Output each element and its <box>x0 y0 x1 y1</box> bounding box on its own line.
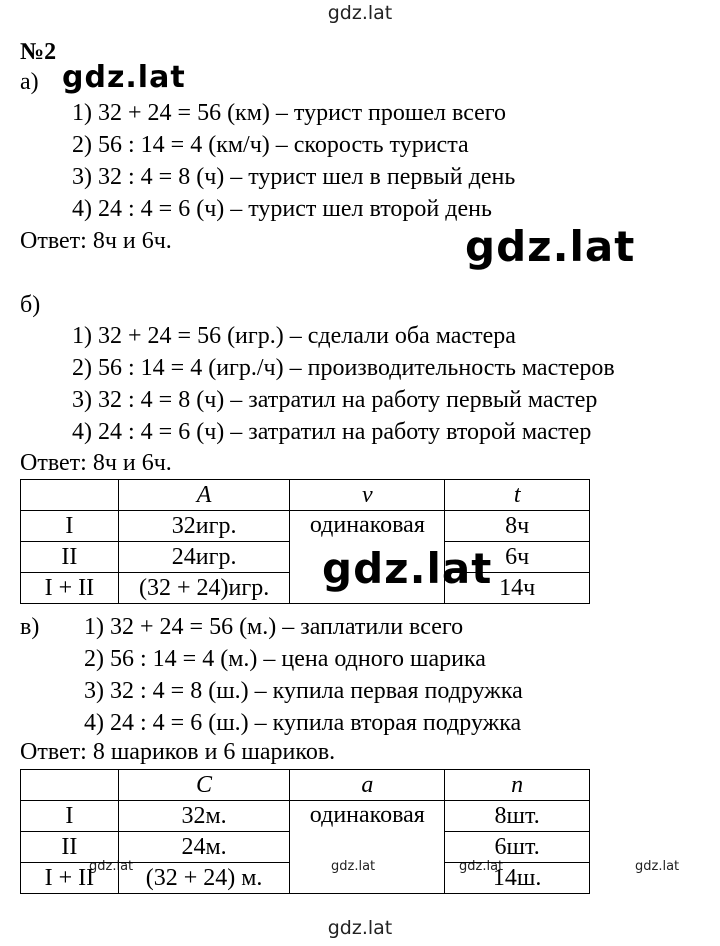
row-label: I + II <box>21 863 119 894</box>
table-cell: 6шт. <box>445 832 590 863</box>
header-cell: a <box>290 770 445 801</box>
part-a-line-2: 2) 56 : 14 = 4 (км/ч) – скорость туриста <box>72 132 469 158</box>
part-a-line-3: 3) 32 : 4 = 8 (ч) – турист шел в первый день <box>72 164 516 190</box>
header-cell <box>21 770 119 801</box>
part-a-label: а) <box>20 69 39 95</box>
part-b-label: б) <box>20 292 41 318</box>
header-cell: n <box>445 770 590 801</box>
row-label: I <box>21 511 119 542</box>
watermark-top: gdz.lat <box>327 2 393 24</box>
table-cell: (32 + 24) м. <box>118 863 290 894</box>
header-cell <box>21 480 119 511</box>
merged-cell: одинаковая <box>290 511 445 604</box>
part-a-line-4: 4) 24 : 4 = 6 (ч) – турист шел второй день <box>72 196 492 222</box>
table-cell: 32м. <box>118 801 290 832</box>
row-label: I + II <box>21 573 119 604</box>
header-cell: C <box>118 770 290 801</box>
table-row <box>21 511 590 542</box>
header-cell: t <box>445 480 590 511</box>
table-cell: 32игр. <box>118 511 290 542</box>
merged-cell: одинаковая <box>290 801 445 894</box>
watermark-large-a: gdz.lat <box>465 222 636 271</box>
watermark-bottom: gdz.lat <box>327 917 393 939</box>
table-header-row <box>21 770 590 801</box>
row-label: II <box>21 832 119 863</box>
part-a-answer: Ответ: 8ч и 6ч. <box>20 228 172 254</box>
watermark-small-1: gdz.lat <box>89 859 134 874</box>
task-number: №2 <box>20 39 57 65</box>
part-b-line-1: 1) 32 + 24 = 56 (игр.) – сделали оба мастера <box>72 323 516 349</box>
part-c-line-1: 1) 32 + 24 = 56 (м.) – заплатили всего <box>84 614 464 640</box>
table-cell: 6ч <box>445 542 590 573</box>
watermark-small-3: gdz.lat <box>459 859 504 874</box>
part-b-line-4: 4) 24 : 4 = 6 (ч) – затратил на работу второй мастер <box>72 419 592 445</box>
table-cell: 14ч <box>445 573 590 604</box>
table-cell: 24м. <box>118 832 290 863</box>
watermark-small-4: gdz.lat <box>635 859 680 874</box>
watermark-small-2: gdz.lat <box>331 859 376 874</box>
table-c <box>20 769 590 894</box>
table-cell: 8ч <box>445 511 590 542</box>
part-c-line-3: 3) 32 : 4 = 8 (ш.) – купила первая подружка <box>84 678 523 704</box>
table-cell: 24игр. <box>118 542 290 573</box>
part-c-answer: Ответ: 8 шариков и 6 шариков. <box>20 739 336 765</box>
part-b-answer: Ответ: 8ч и 6ч. <box>20 450 172 476</box>
watermark-large-b: gdz.lat <box>322 544 493 593</box>
table-cell: (32 + 24)игр. <box>118 573 290 604</box>
header-cell: v <box>290 480 445 511</box>
watermark-inline: gdz.lat <box>62 60 186 95</box>
table-cell: 8шт. <box>445 801 590 832</box>
table-cell: 14ш. <box>445 863 590 894</box>
part-a-line-1: 1) 32 + 24 = 56 (км) – турист прошел всего <box>72 100 507 126</box>
part-b-line-2: 2) 56 : 14 = 4 (игр./ч) – производительность мастеров <box>72 355 615 381</box>
part-c-line-4: 4) 24 : 4 = 6 (ш.) – купила вторая подружка <box>84 710 522 736</box>
row-label: I <box>21 801 119 832</box>
header-cell: A <box>118 480 290 511</box>
part-b-line-3: 3) 32 : 4 = 8 (ч) – затратил на работу первый мастер <box>72 387 598 413</box>
part-c-label: в) <box>20 614 40 640</box>
table-header-row <box>21 480 590 511</box>
table-row <box>21 801 590 832</box>
table-b <box>20 479 590 604</box>
part-c-line-2: 2) 56 : 14 = 4 (м.) – цена одного шарика <box>84 646 486 672</box>
row-label: II <box>21 542 119 573</box>
